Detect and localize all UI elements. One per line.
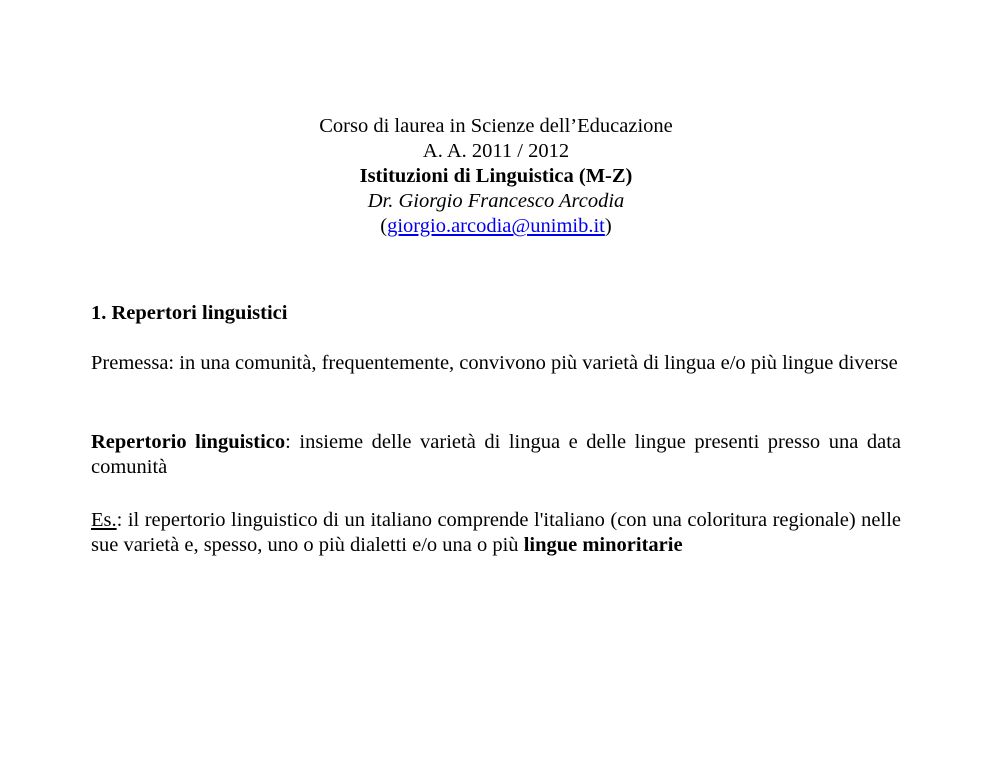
paragraph-repertorio [91, 430, 901, 480]
course-name: Corso di laurea in Scienze dell’Educazione [319, 115, 673, 137]
email-close-paren: ) [604, 215, 612, 237]
subject-title: Istituzioni di Linguistica (M-Z) [359, 165, 633, 187]
document-header [0, 114, 992, 239]
paragraph-premessa: Premessa: in una comunità, frequentemente, convivono più varietà di lingua e/o più lingue diverse [91, 352, 898, 374]
academic-year: A. A. 2011 / 2012 [422, 140, 570, 162]
lecturer-name: Dr. Giorgio Francesco Arcodia [367, 190, 625, 212]
section-title: 1. Repertori linguistici [91, 302, 288, 324]
example-term: lingue minoritarie [523, 534, 683, 556]
paragraph-example [91, 508, 901, 558]
repertorio-definition: : insieme delle varietà di lingua e delle lingue presenti presso una data comunità [91, 431, 901, 478]
example-label: Es. [91, 509, 117, 531]
email-line [0, 214, 992, 239]
email-open-paren: ( [380, 215, 388, 237]
example-text: : il repertorio linguistico di un italiano comprende l'italiano (con una coloritura regionale) nelle sue varietà e, spesso, uno o più dialetti e/o una o più [91, 509, 901, 556]
email-link[interactable]: giorgio.arcodia@unimib.it [387, 215, 605, 237]
repertorio-term: Repertorio linguistico [91, 431, 286, 453]
